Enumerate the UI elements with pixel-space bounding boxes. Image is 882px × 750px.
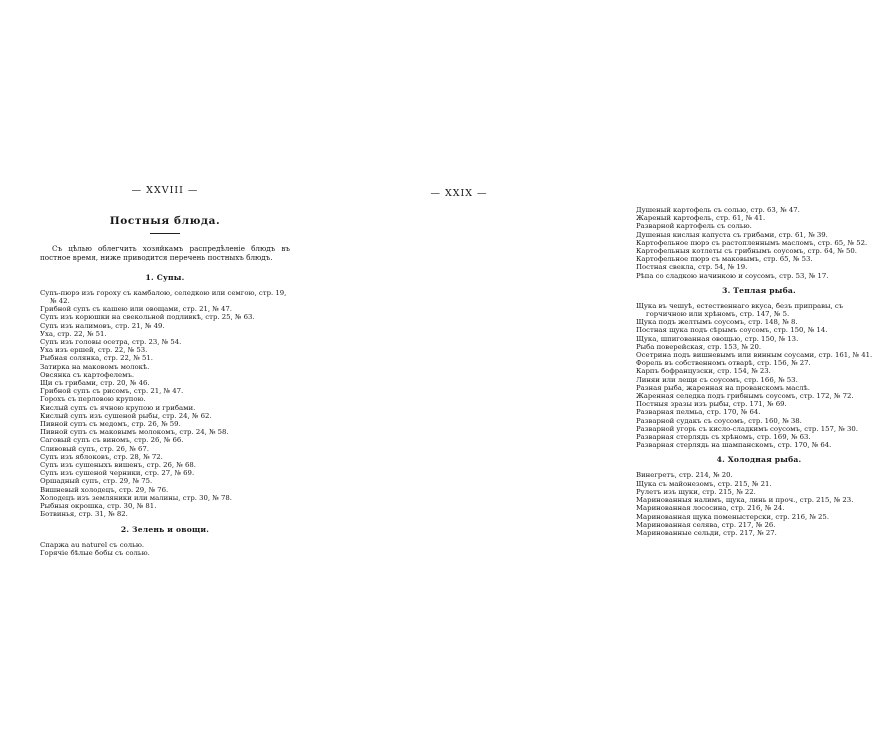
list-item: Картофельное пюрэ съ растопленнымъ масломъ, стр. 65, № 52. — [636, 238, 868, 247]
section-heading: 1. Супы. — [145, 272, 185, 282]
list-item: Кислый супъ изъ сушеной рыбы, стр. 24, № 62. — [40, 411, 212, 420]
list-item: Рыбная солянка, стр. 22, № 51. — [40, 354, 153, 363]
section-heading: 4. Холодная рыба. — [716, 455, 802, 465]
list-item: Разварная стерлядь на шампанскомъ, стр. 170, № 64. — [636, 441, 832, 450]
list-item: Маринованныя налимъ, щука, линь и проч., стр. 215, № 23. — [636, 496, 854, 505]
left-page-number: — XXVIII — — [131, 185, 199, 196]
section-list — [636, 302, 882, 450]
list-item: Разварной судакъ съ соусомъ, стр. 160, № 38. — [636, 416, 802, 425]
list-item: Затирка на маковомъ молокѣ. — [40, 362, 150, 371]
title-divider — [150, 233, 180, 234]
list-item: Рыба поверейская, стр. 153, № 20. — [636, 342, 762, 351]
right-page — [300, 0, 873, 750]
page-title: Постныя блюда. — [109, 215, 221, 227]
list-item: Рыбныя окрошка, стр. 30, № 81. — [40, 502, 157, 511]
list-item: Щука въ чешуѣ, естественнаго вкуса, безъ приправы, съ горчичною или хрѣномъ, стр. 147, № 5. — [636, 301, 844, 319]
list-item: Картофельное пюрэ съ маковымъ, стр. 65, № 53. — [636, 255, 813, 264]
list-item: Супъ изъ налимовъ, стр. 21, № 49. — [40, 321, 165, 330]
list-item: Душеный картофель съ солью, стр. 63, № 47. — [636, 206, 800, 214]
list-item: Ботвинья, стр. 31, № 82. — [40, 510, 128, 519]
list-item: Щука съ майонезомъ, стр. 215, № 21. — [636, 479, 772, 488]
list-item: Уха изъ ершей, стр. 22, № 53. — [40, 346, 148, 355]
list-item: Грибной супъ съ кашею или овощами, стр. 21, № 47. — [40, 305, 232, 314]
section-list — [40, 541, 290, 557]
list-item: Супъ изъ корюшки на свекольной подливкѣ, стр. 25, № 63. — [40, 313, 255, 322]
list-item: Щука подъ желтымъ соусомъ, стр. 148, № 8. — [636, 318, 798, 327]
list-item: Жаренная селедка подъ грибнымъ соусомъ, стр. 172, № 72. — [636, 392, 854, 401]
list-item: Супъ-пюрэ изъ гороху съ камбалою, селедкою или семгою, стр. 19, № 42. — [40, 288, 287, 306]
list-item: Грибной супъ съ рисомъ, стр. 21, № 47. — [40, 387, 184, 396]
list-item: Разная рыба, жаренная на прованскомъ маслѣ. — [636, 383, 810, 392]
list-item: Линяи или лещи съ соусомъ, стр. 166, № 53. — [636, 375, 798, 384]
list-item: Постныя зразы изъ рыбы, стр. 171, № 69. — [636, 400, 787, 409]
list-item: Холодецъ изъ земляники или малины, стр. 30, № 78. — [40, 493, 232, 502]
list-item: Супъ изъ сушеныхъ вишенъ, стр. 26, № 68. — [40, 461, 196, 470]
list-item: Маринованная лососина, стр. 216, № 24. — [636, 504, 785, 513]
list-item: Кислый супъ съ ячною крупою и грибами. — [40, 403, 196, 412]
right-page-number: — XXIX — — [430, 188, 488, 199]
left-page-content — [40, 215, 290, 557]
left-sections — [40, 273, 290, 557]
list-item: Разварная пелмьа, стр. 170, № 64. — [636, 408, 761, 417]
list-item: Сливовый супъ, стр. 26, № 67. — [40, 444, 149, 453]
right-page-content — [636, 206, 882, 537]
section-list — [636, 471, 882, 537]
list-item: Оршадный супъ, стр. 29, № 75. — [40, 477, 153, 486]
list-item: Щи съ грибами, стр. 20, № 46. — [40, 379, 150, 388]
list-item: Разварной картофель съ солью. — [636, 222, 752, 231]
list-item: Супъ изъ сушеной черники, стр. 27, № 69. — [40, 469, 195, 478]
list-item: Вишневый холодецъ, стр. 29, № 76. — [40, 485, 169, 494]
list-item: Супъ изъ яблоковъ, стр. 28, № 72. — [40, 452, 163, 461]
list-item: Спаржа au naturel съ солью. — [40, 540, 145, 549]
list-item: Душеныя кислыя капуста съ грибами, стр. 61, № 39. — [636, 230, 828, 239]
list-item: Горячіе бѣлые бобы съ солью. — [40, 548, 150, 557]
list-item: Маринованная селява, стр. 217, № 26. — [636, 520, 776, 529]
section-list — [40, 289, 290, 519]
list-item: Разварной угорь съ кисло-сладкимъ соусомъ, стр. 157, № 30. — [636, 424, 858, 433]
list-item: Пивной супъ съ маковымъ молокомъ, стр. 24, № 58. — [40, 428, 229, 437]
list-item: Рѣпа со сладкою начинкою и соусомъ, стр. 53, № 17. — [636, 271, 829, 280]
list-item: Пивной супъ съ медомъ, стр. 26, № 59. — [40, 420, 181, 429]
list-item: Жареный картофель, стр. 61, № 41. — [636, 214, 766, 223]
list-item: Саговый супъ съ виномъ, стр. 26, № 66. — [40, 436, 184, 445]
list-item: Щука, шпигованная овощью, стр. 150, № 13. — [636, 334, 799, 343]
right-top-list — [636, 206, 882, 280]
section-heading: 3. Теплая рыба. — [722, 285, 796, 295]
list-item: Маринованная щука поменыстерски, стр. 216, № 25. — [636, 512, 830, 521]
list-item: Осетрина подъ вишневымъ или винным соусами, стр. 161, № 41. — [636, 351, 873, 360]
list-item: Маринованные сельди, стр. 217, № 27. — [636, 528, 777, 537]
list-item: Рулетъ изъ щуки, стр. 215, № 22. — [636, 487, 756, 496]
intro-paragraph: Съ цѣлью облегчить хозяйкамъ распредѣленіе блюдъ въ постное время, ниже приводится перечень постныхъ блюдъ. — [40, 244, 290, 263]
left-page — [0, 0, 300, 750]
list-item: Форель въ собственномъ отварѣ, стр. 156, № 27. — [636, 359, 811, 368]
list-item: Винегретъ, стр. 214, № 20. — [636, 471, 733, 480]
list-item: Постная свекла, стр. 54, № 19. — [636, 263, 748, 272]
list-item: Горохъ съ перловою крупою. — [40, 395, 146, 404]
list-item: Карпъ бофранцузски, стр. 154, № 23. — [636, 367, 771, 376]
list-item: Разварная стерлядь съ хрѣномъ, стр. 169, № 63. — [636, 433, 811, 442]
list-item: Овсянка съ картофелемъ. — [40, 370, 135, 379]
section-heading: 2. Зелень и овощи. — [120, 524, 210, 534]
list-item: Уха, стр. 22, № 51. — [40, 329, 107, 338]
list-item: Супъ изъ головы осетра, стр. 23, № 54. — [40, 338, 182, 347]
list-item: Постная щука подъ сѣрымъ соусомъ, стр. 150, № 14. — [636, 326, 828, 335]
right-sections — [636, 286, 882, 537]
list-item: Картофельныя котлеты съ грибнымъ соусомъ, стр. 64, № 50. — [636, 247, 857, 256]
